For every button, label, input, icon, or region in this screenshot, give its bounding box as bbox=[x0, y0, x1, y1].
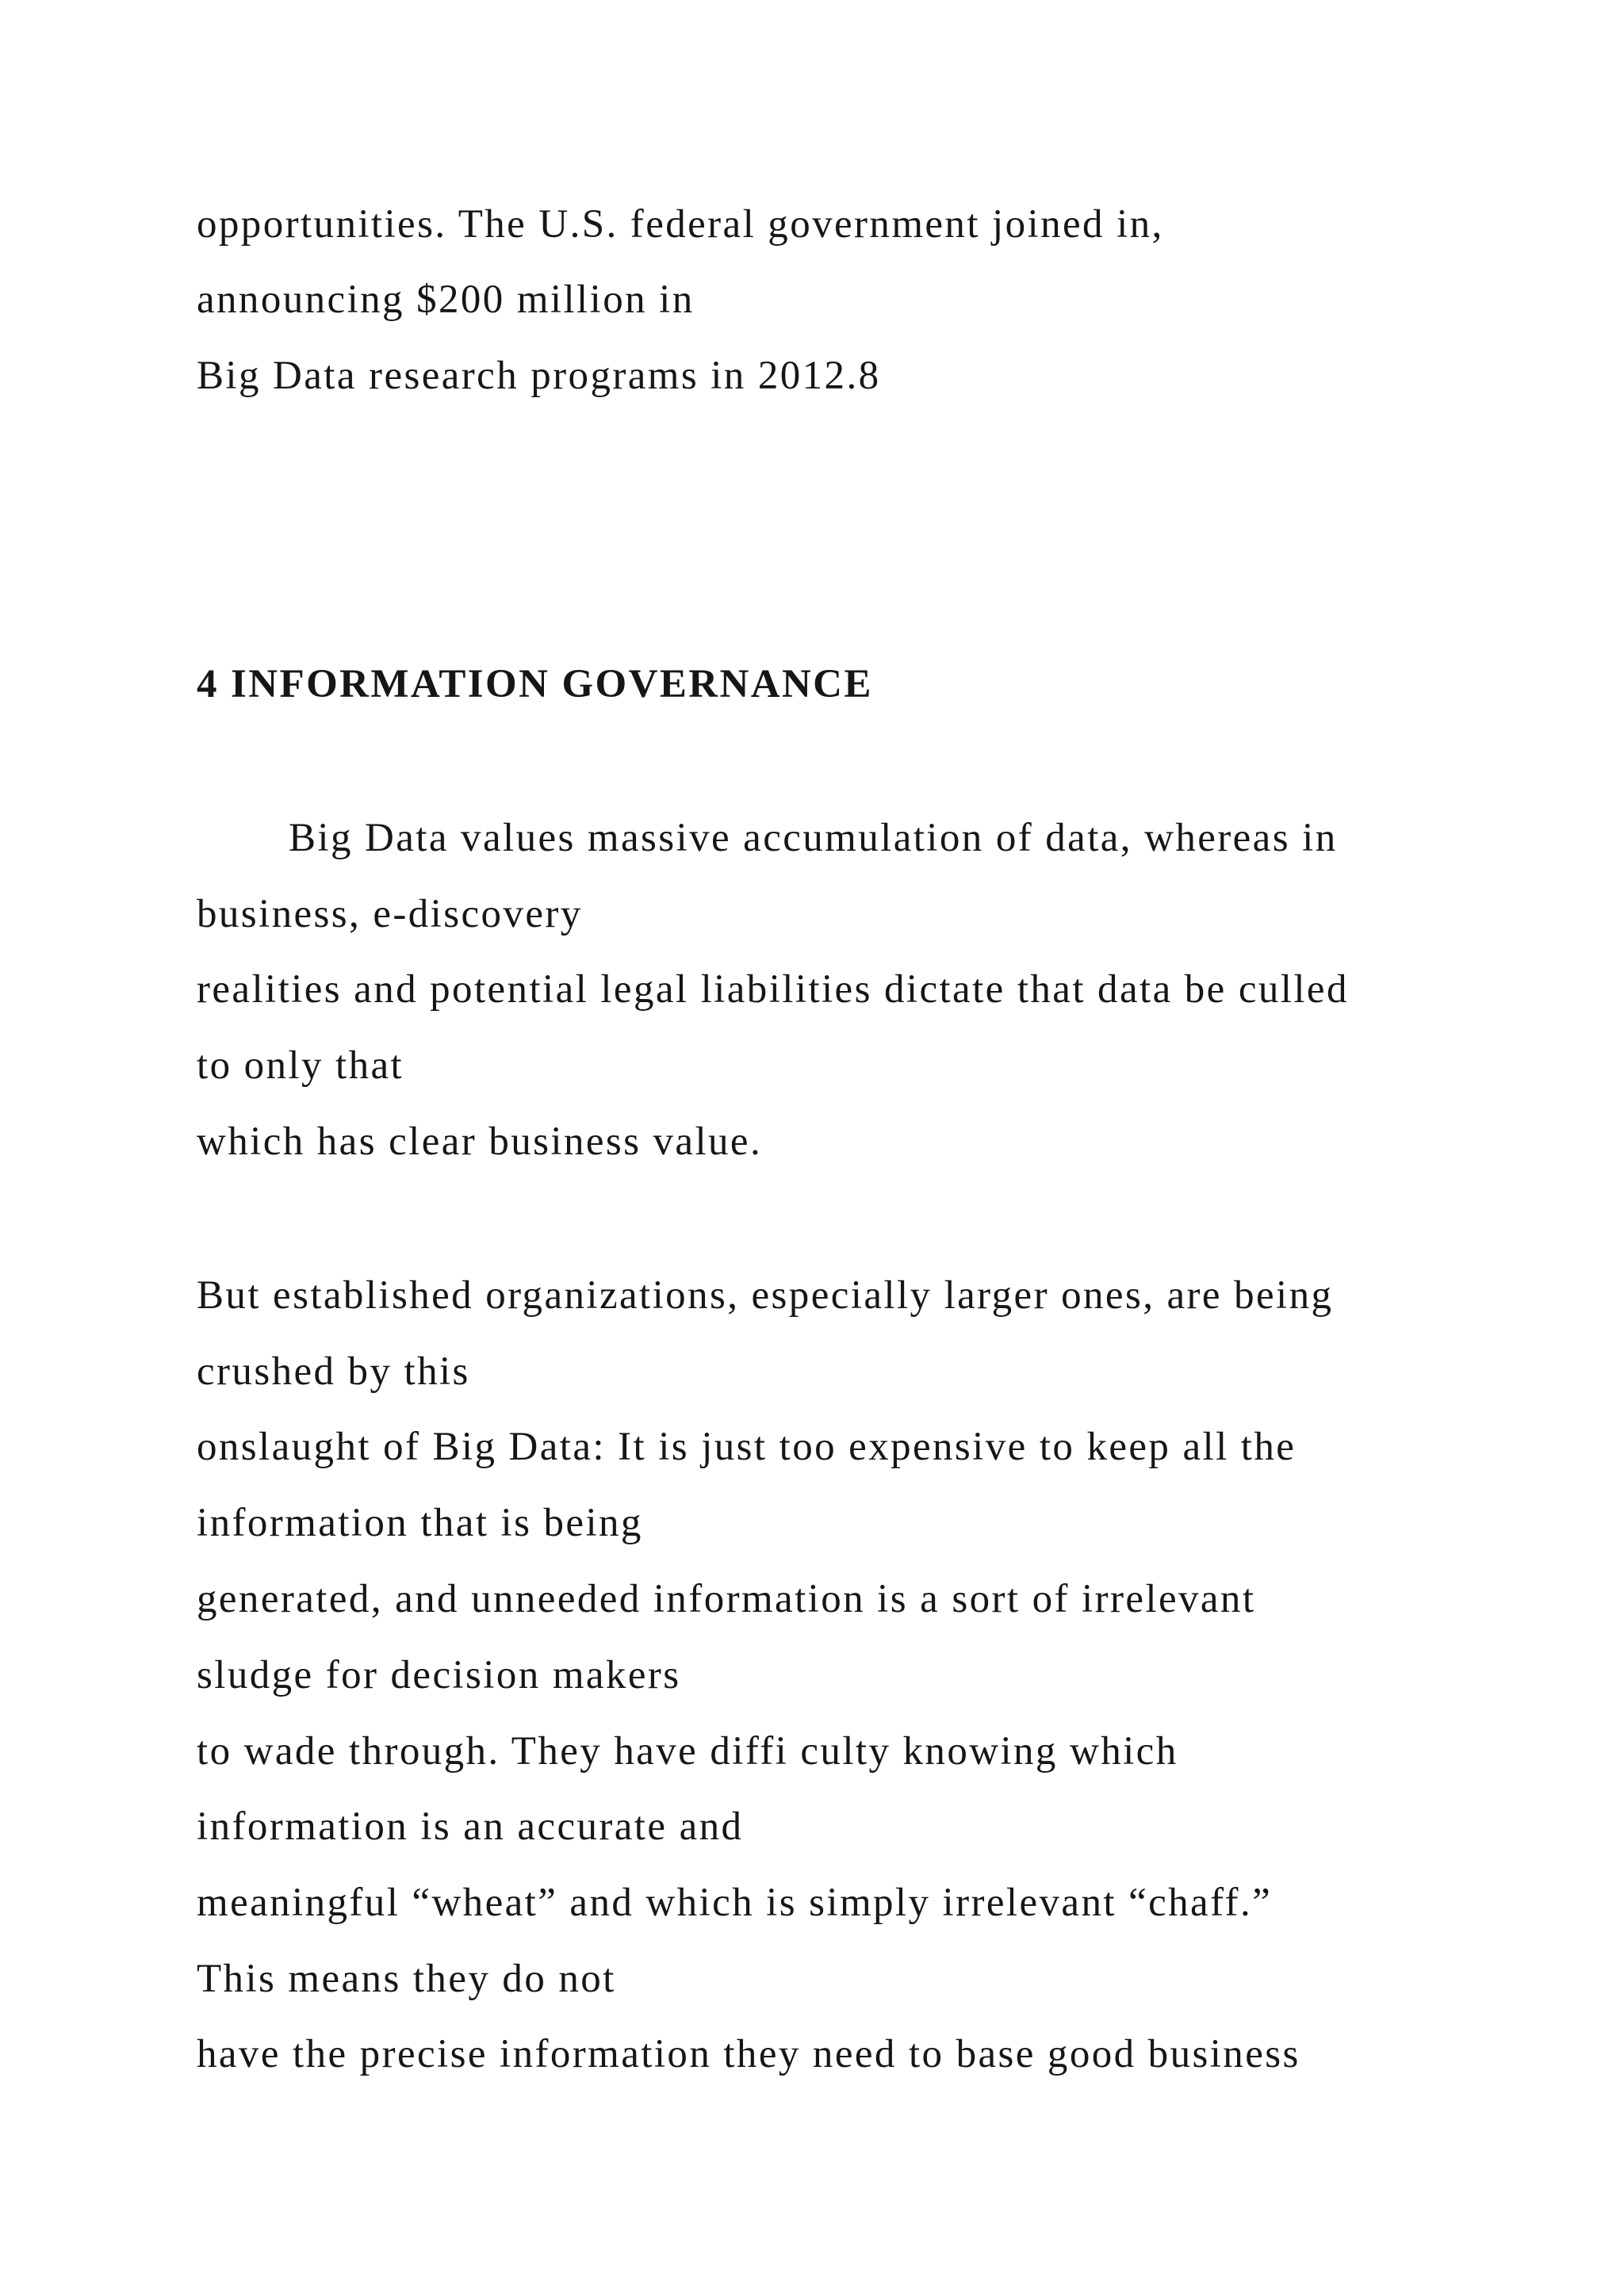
text-line: meaningful “wheat” and which is simply irrelevant “chaff.” bbox=[197, 1881, 1273, 1925]
text-line: But established organizations, especially larger ones, are being bbox=[197, 1273, 1334, 1318]
text-line: generated, and unneeded information is a sort of irrelevant bbox=[197, 1577, 1256, 1621]
section-heading: 4 INFORMATION GOVERNANCE bbox=[197, 662, 873, 706]
text-line: sludge for decision makers bbox=[197, 1653, 681, 1697]
text-line: information that is being bbox=[197, 1501, 643, 1545]
text-line: have the precise information they need to base good business bbox=[197, 2032, 1300, 2076]
text-line: Big Data research programs in 2012.8 bbox=[197, 354, 881, 398]
text-line: crushed by this bbox=[197, 1349, 470, 1394]
text-line: This means they do not bbox=[197, 1957, 616, 2001]
text-line: announcing $200 million in bbox=[197, 277, 695, 322]
text-line: business, e-discovery bbox=[197, 892, 583, 936]
text-line: information is an accurate and bbox=[197, 1804, 744, 1849]
text-line: Big Data values massive accumulation of data, whereas in bbox=[289, 816, 1338, 860]
text-line: opportunities. The U.S. federal government joined in, bbox=[197, 202, 1164, 247]
text-line: to wade through. They have diffi culty knowing which bbox=[197, 1729, 1178, 1774]
text-line: realities and potential legal liabilities dictate that data be culled bbox=[197, 967, 1349, 1012]
text-line: to only that bbox=[197, 1043, 404, 1088]
text-line: which has clear business value. bbox=[197, 1119, 763, 1164]
text-line: onslaught of Big Data: It is just too expensive to keep all the bbox=[197, 1425, 1297, 1469]
